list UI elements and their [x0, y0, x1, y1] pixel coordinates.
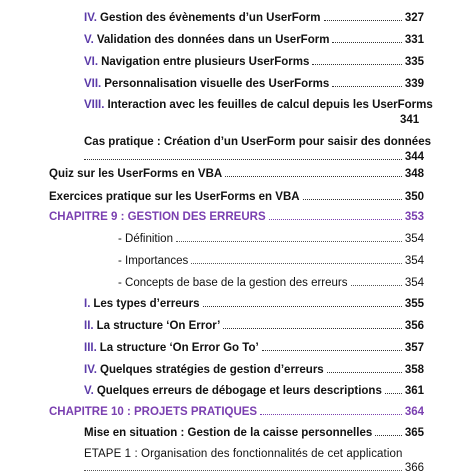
toc-entry-title: Les types d’erreurs [93, 298, 200, 310]
toc-entry[interactable] [84, 363, 424, 377]
toc-entry[interactable] [84, 447, 403, 461]
page-number: 357 [404, 342, 424, 354]
section-number: VI. [84, 56, 99, 68]
toc-entry-title: ETAPE 1 : Organisation des fonctionnalités de cet application [84, 448, 403, 460]
dot-leader [312, 55, 401, 65]
toc-entry[interactable] [84, 426, 424, 440]
toc-entry[interactable] [84, 11, 424, 25]
page-number: 353 [404, 211, 424, 223]
section-number: III. [84, 342, 97, 354]
dot-leader [375, 426, 402, 436]
dot-leader [324, 11, 402, 21]
toc-entry-title: La structure ‘On Error Go To’ [99, 342, 259, 354]
dot-leader [385, 384, 402, 394]
section-number: I. [84, 298, 91, 310]
page-number-row [84, 150, 424, 164]
toc-entry[interactable] [84, 135, 431, 149]
page-number-row [400, 113, 419, 127]
toc-entry-title: Mise en situation : Gestion de la caisse personnelles [84, 427, 373, 439]
dot-leader [203, 297, 402, 307]
section-number: V. [84, 385, 94, 397]
toc-entry[interactable] [84, 297, 424, 311]
toc-entry[interactable] [84, 384, 424, 398]
toc-entry-title: - Définition [118, 233, 173, 245]
toc-entry-title: Interaction avec les feuilles de calcul depuis les UserForms [107, 99, 433, 111]
toc-entry[interactable] [84, 33, 424, 47]
dot-leader [191, 254, 402, 264]
toc-subentry[interactable] [118, 276, 424, 290]
page-number-row [84, 461, 424, 475]
toc-entry[interactable] [84, 98, 433, 112]
dot-leader [332, 77, 402, 87]
dot-leader [176, 232, 402, 242]
page-number: 350 [404, 191, 424, 203]
dot-leader [84, 150, 402, 160]
page-number: 327 [404, 12, 424, 24]
toc-entry-title: Cas pratique : Création d’un UserForm pour saisir des données [84, 136, 431, 148]
toc-entry[interactable] [49, 167, 424, 181]
toc-entry[interactable] [84, 341, 424, 355]
toc-entry-title: Navigation entre plusieurs UserForms [101, 56, 310, 68]
page-number: 339 [404, 78, 424, 90]
dot-leader [332, 33, 401, 43]
toc-subentry[interactable] [118, 232, 424, 246]
dot-leader [327, 363, 402, 373]
section-number: IV. [84, 364, 98, 376]
page-number: 366 [404, 462, 424, 474]
page-number: 365 [404, 427, 424, 439]
dot-leader [269, 210, 402, 220]
dot-leader [262, 341, 402, 351]
page-number: 354 [404, 233, 424, 245]
page-number: 354 [404, 277, 424, 289]
page-number: 356 [404, 320, 424, 332]
page-number: 331 [404, 34, 424, 46]
chapter-title: CHAPITRE 10 : PROJETS PRATIQUES [49, 406, 258, 418]
toc-entry-title: Quiz sur les UserForms en VBA [49, 168, 223, 180]
toc-entry-title: Quelques erreurs de débogage et leurs descriptions [96, 385, 382, 397]
page-number: 335 [404, 56, 424, 68]
page-number: 355 [404, 298, 424, 310]
chapter-title: CHAPITRE 9 : GESTION DES ERREURS [49, 211, 266, 223]
page-number: 361 [404, 385, 424, 397]
toc-entry[interactable] [84, 55, 424, 69]
section-number: V. [84, 34, 94, 46]
dot-leader [303, 190, 402, 200]
toc-entry-title: Quelques stratégies de gestion d’erreurs [100, 364, 324, 376]
dot-leader [351, 276, 402, 286]
toc-entry-title: Personnalisation visuelle des UserForms [104, 78, 330, 90]
toc-entry-title: Gestion des évènements d’un UserForm [100, 12, 321, 24]
toc-entry-title: La structure ‘On Error’ [96, 320, 221, 332]
page-number: 358 [404, 364, 424, 376]
toc-entry[interactable] [84, 77, 424, 91]
toc-entry-title: Exercices pratique sur les UserForms en VBA [49, 191, 300, 203]
dot-leader [225, 167, 402, 177]
toc-entry-title: Validation des données dans un UserForm [96, 34, 330, 46]
dot-leader [84, 461, 402, 471]
page-number: 364 [404, 406, 424, 418]
dot-leader [260, 405, 402, 415]
section-number: VIII. [84, 99, 105, 111]
dot-leader [223, 319, 401, 329]
section-number: IV. [84, 12, 98, 24]
toc-entry-title: - Concepts de base de la gestion des erreurs [118, 277, 348, 289]
toc-entry-title: - Importances [118, 255, 189, 267]
toc-entry[interactable] [49, 190, 424, 204]
section-number: VII. [84, 78, 102, 90]
cropped-previous-line [0, 0, 474, 4]
page-number: 341 [400, 114, 420, 126]
section-number: II. [84, 320, 94, 332]
page-number: 348 [404, 168, 424, 180]
page-number: 344 [404, 151, 424, 163]
toc-subentry[interactable] [118, 254, 424, 268]
chapter-heading[interactable] [49, 405, 424, 419]
page-number: 354 [404, 255, 424, 267]
chapter-heading[interactable] [49, 210, 424, 224]
toc-entry[interactable] [84, 319, 424, 333]
